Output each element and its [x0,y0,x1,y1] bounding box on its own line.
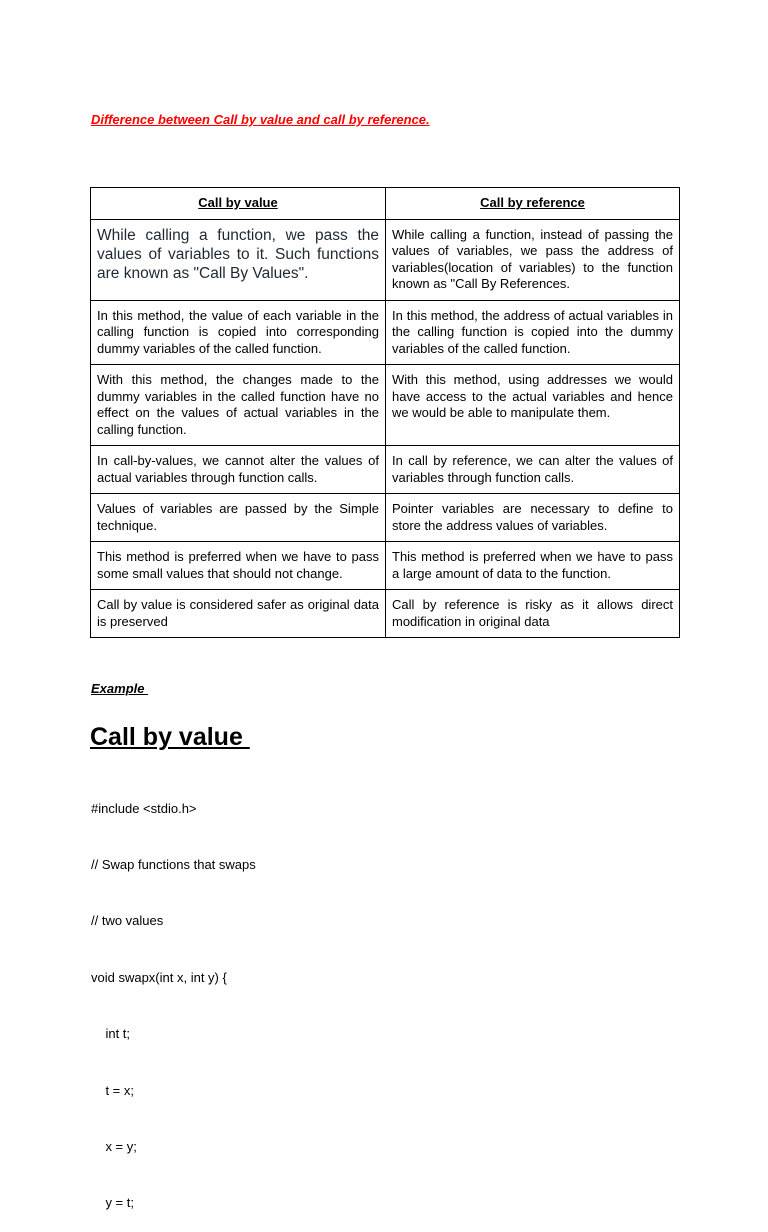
comparison-table [90,187,680,638]
code-line: int t; [91,1026,131,1042]
table-cell-value: Values of variables are passed by the Simple technique. [91,494,386,542]
table-cell-reference: With this method, using addresses we would have access to the actual variables and hence we would be able to manipulate them. [386,365,680,446]
code-line: x = y; [91,1138,137,1154]
example-heading: Example [91,681,149,696]
table-row [91,542,680,590]
table-cell-reference: In call by reference, we can alter the values of variables through function calls. [386,446,680,494]
table-row [91,590,680,638]
table-row [91,494,680,542]
code-line: y = t; [91,1195,134,1211]
page-title: Difference between Call by value and call by reference. [91,112,430,127]
call-by-value-heading: Call by value [90,723,250,751]
table-header-row [91,188,680,220]
table-cell-value: While calling a function, we pass the values of variables to it. Such functions are known as "Call By Values". [91,219,386,300]
code-line: // two values [91,913,164,929]
code-line: // Swap functions that swaps [91,856,256,872]
code-line: #include <stdio.h> [91,800,197,816]
table-row [91,446,680,494]
table-cell-value: With this method, the changes made to the dummy variables in the called function have no effect on the values of actual variables in the calling function. [91,365,386,446]
table-cell-value: Call by value is considered safer as original data is preserved [91,590,386,638]
table-cell-value: In this method, the value of each variable in the calling function is copied into corresponding dummy variables of the called function. [91,300,386,365]
table-row [91,219,680,300]
header-call-by-value: Call by value [91,188,386,220]
code-line: t = x; [91,1082,134,1098]
header-call-by-reference: Call by reference [386,188,680,220]
table-cell-reference: In this method, the address of actual variables in the calling function is copied into the dummy variables of the called function. [386,300,680,365]
table-cell-value: This method is preferred when we have to pass some small values that should not change. [91,542,386,590]
table-cell-reference: While calling a function, instead of passing the values of variables, we pass the address of variables(location of variables) to the function known as "Call By References. [386,219,680,300]
table-cell-value: In call-by-values, we cannot alter the values of actual variables through function calls. [91,446,386,494]
table-row [91,365,680,446]
code-block [91,762,256,1232]
code-line: void swapx(int x, int y) { [91,969,227,985]
table-cell-reference: This method is preferred when we have to pass a large amount of data to the function. [386,542,680,590]
table-cell-reference: Call by reference is risky as it allows direct modification in original data [386,590,680,638]
table-row [91,300,680,365]
table-cell-reference: Pointer variables are necessary to define to store the address values of variables. [386,494,680,542]
